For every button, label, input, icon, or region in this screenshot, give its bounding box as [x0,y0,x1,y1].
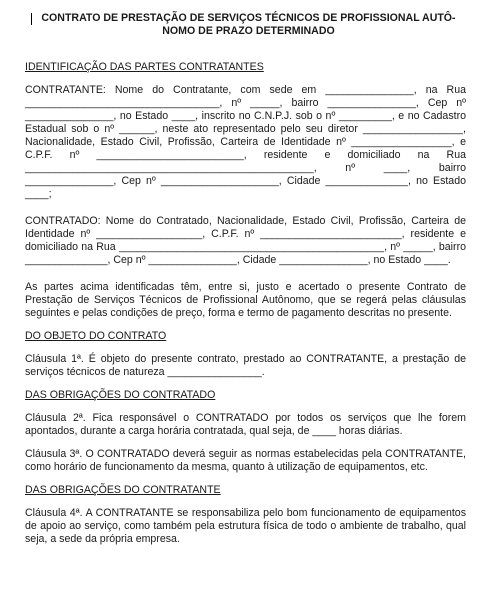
title-line-2: NOMO DE PRAZO DETERMINADO [162,25,335,37]
clausula-1: Cláusula 1ª. É objeto do presente contrato, prestado ao CONTRATANTE, a prestação de serviços técnicos de natureza ________________. [25,353,466,378]
section-heading-partes: IDENTIFICAÇÃO DAS PARTES CONTRATANTES [25,61,264,73]
section-heading-objeto: DO OBJETO DO CONTRATO [25,330,167,342]
clausula-4: Cláusula 4ª. A CONTRATANTE se responsabiliza pelo bom funcionamento de equipamentos de apoio ao serviço, como também pela estrutura física de todo o ambiente de trabalho, qual seja, a sede da própria empresa. [25,507,466,545]
document-title [25,12,466,38]
title-line-1: CONTRATO DE PRESTAÇÃO DE SERVIÇOS TÉCNICOS DE PROFISSIONAL AUTÔ- [41,12,456,24]
clausula-2: Cláusula 2ª. Fica responsável o CONTRATADO por todos os serviços que lhe forem apontados, durante a carga horária contratada, qual seja, de ____ horas diárias. [25,412,466,437]
intro-paragraph: As partes acima identificadas têm, entre si, justo e acertado o presente Contrato de Prestação de Serviços Técnicos de Profissional Autônomo, que se regerá pelas cláusulas seguintes e pelas condições de preço, forma e termo de pagamento descritas no presente. [25,281,466,319]
contratante-paragraph: CONTRATANTE: Nome do Contratante, com sede em _______________, na Rua _________________________________, nº _____, bairro _______________, Cep nº _______________, no Estado ____, inscrito no C.N.P.J. sob o nº _________, e no Cadastro Estadual sob o nº ______, neste ato representado pelo seu diretor _________________, Nacionalidade, Estado Civil, Profissão, Carteira de Identidade nº _________________, e C.P.F. nº _________________________, residente e domiciliado na Rua _________________________________________________, nº ____, bairro _______________, Cep nº ____________________, Cidade ______________, no Estado ____; [25,84,466,200]
section-heading-obrigacoes-contratado: DAS OBRIGAÇÕES DO CONTRATADO [25,389,216,401]
clausula-3: Cláusula 3ª. O CONTRATADO deverá seguir as normas estabelecidas pela CONTRATANTE, como horário de funcionamento da mesma, quanto à utilização de equipamentos, etc. [25,448,466,473]
text-cursor [31,13,32,25]
section-heading-obrigacoes-contratante: DAS OBRIGAÇÕES DO CONTRATANTE [25,484,221,496]
contratado-paragraph: CONTRATADO: Nome do Contratado, Nacionalidade, Estado Civil, Profissão, Carteira de Identidade nº __________________, C.P.F. nº ________________________, residente e domiciliado na Rua _____________________________________________, nº _____, bairro ______________, Cep nº _______________, Cidade _______________, no Estado ____. [25,215,466,266]
